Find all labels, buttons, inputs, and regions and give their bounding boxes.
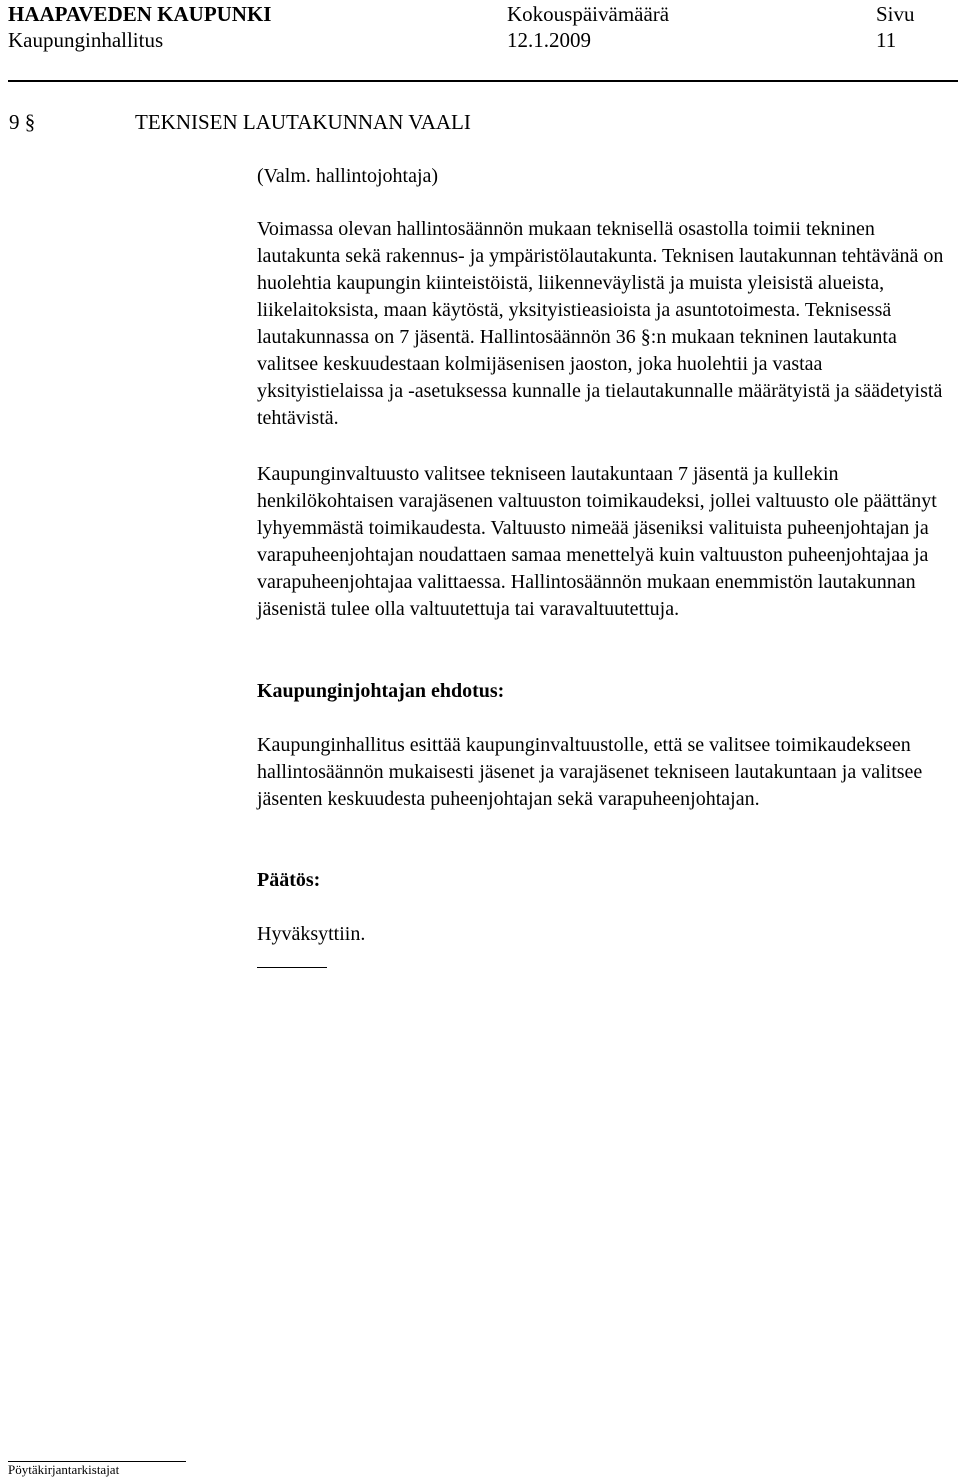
organization-name: HAAPAVEDEN KAUPUNKI [8, 2, 272, 26]
header-divider [8, 80, 958, 82]
preparer-note: (Valm. hallintojohtaja) [257, 165, 439, 187]
body-paragraph: Voimassa olevan hallintosäännön mukaan teknisellä osastolla toimii tekninen lautakunta sekä rakennus- ja ympäristölautakunta. Teknisen lautakunnan tehtävänä on huolehtia kaupungin kiinteistöistä, liikenneväylistä ja muista yleisistä alueista, liikelaitoksista, maan käytöstä, yksityistieasioista ja asuntotoimesta. Teknisessä lautakunnassa on 7 jäsentä. Hallintosäännön 36 §:n mukaan tekninen lautakunta valitsee keskuudestaan kolmijäsenisen jaoston, joka huolehtii ja vastaa yksityistielaissa ja -asetuksessa kunnalle ja tielautakunnalle määrätyistä ja säädetyistä tehtävistä. [257, 218, 944, 429]
meeting-date: 12.1.2009 [507, 28, 591, 52]
unit-name: Kaupunginhallitus [8, 28, 164, 52]
section-title: TEKNISEN LAUTAKUNNAN VAALI [135, 110, 471, 134]
section-number: 9 § [9, 110, 36, 134]
footer-label: Pöytäkirjantarkistajat [8, 1462, 120, 1477]
end-line [257, 967, 327, 968]
decision-text: Hyväksyttiin. [257, 923, 366, 945]
date-label: Kokouspäivämäärä [507, 2, 670, 26]
proposal-text: Kaupunginhallitus esittää kaupunginvaltuustolle, että se valitsee toimikaudekseen hallintosäännön mukaisesti jäsenet ja varajäsenet tekniseen lautakuntaan ja valitsee jäsenten keskuudesta puheenjohtajan sekä varapuheenjohtajan. [257, 734, 923, 810]
decision-heading: Päätös: [257, 869, 321, 891]
proposal-heading: Kaupunginjohtajan ehdotus: [257, 680, 505, 702]
page-label: Sivu [876, 2, 915, 26]
body-paragraph: Kaupunginvaltuusto valitsee tekniseen lautakuntaan 7 jäsentä ja kullekin henkilökohtaisen varajäsenen valtuuston toimikaudeksi, jollei valtuusto ole päättänyt lyhyemmästä toimikaudesta. Valtuusto nimeää jäseniksi valituista puheenjohtajan ja varapuheenjohtajan noudattaen samaa menettelyä kuin valtuuston puheenjohtajaa ja varapuheenjohtajaa valittaessa. Hallintosäännön mukaan enemmistön lautakunnan jäsenistä tulee olla valtuutettuja tai varavaltuutettuja. [257, 463, 937, 620]
page-number: 11 [876, 28, 897, 52]
